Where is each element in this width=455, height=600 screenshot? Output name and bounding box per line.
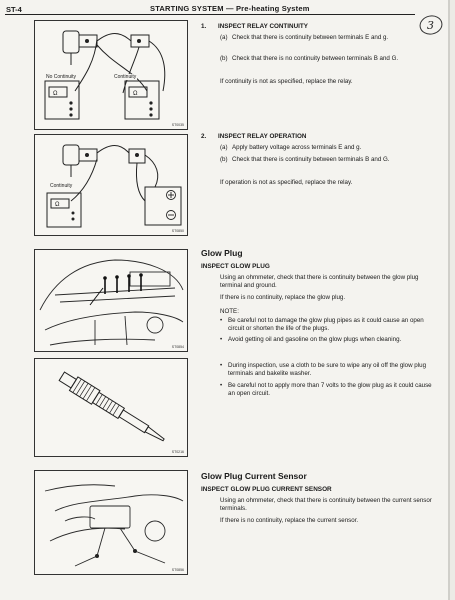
note-text: Be careful not to damage the glow plug pipes as it could cause an open circuit or shorten the life of the plugs. [228, 317, 424, 332]
bullet-icon: • [220, 336, 223, 343]
svg-text:3: 3 [427, 19, 434, 32]
bullet-icon: • [220, 382, 223, 389]
section2-heading: INSPECT RELAY OPERATION [218, 133, 307, 140]
figure-code: ST0216 [171, 450, 184, 454]
item-text: Apply battery voltage across terminals E and g. [232, 144, 362, 151]
item-text: Check that there is continuity between terminals B and G. [232, 156, 390, 163]
item-text: Check that there is continuity between terminals E and g. [232, 34, 389, 41]
handwritten-page-number [418, 14, 444, 36]
svg-text:Ω: Ω [55, 202, 60, 208]
note-text: Avoid getting oil and gasoline on the glow plugs when cleaning. [228, 336, 402, 343]
header-rule [5, 14, 415, 15]
glow-plug-para2: If there is no continuity, replace the glow plug. [220, 294, 346, 301]
note-item [220, 382, 435, 398]
glow-plug-engine-figure [34, 249, 188, 352]
section2-item-a [220, 144, 435, 152]
section2-item-b [220, 156, 435, 164]
figure-label: Continuity [114, 74, 137, 80]
current-sensor-para2: If there is no continuity, replace the current sensor. [220, 517, 359, 524]
note-label: NOTE: [220, 308, 239, 315]
glow-plug-title: Glow Plug [201, 248, 243, 258]
figure-code: ST0035 [171, 123, 184, 127]
item-label: (b) [220, 156, 228, 163]
figure-label: No Continuity [46, 74, 77, 80]
note-item [220, 317, 435, 333]
figure-code: ST0850 [171, 229, 184, 233]
section2-number: 2. [201, 133, 207, 140]
bullet-icon: • [220, 317, 223, 324]
note-item [220, 336, 435, 344]
section1-item-a [220, 34, 435, 42]
glow-plug-figure [34, 358, 188, 457]
section2-footer: If operation is not as specified, replace the relay. [220, 179, 353, 186]
section1-heading: INSPECT RELAY CONTINUITY [218, 23, 308, 30]
note-text: During inspection, use a cloth to be sure to wipe any oil off the glow plug terminals and bakelite washer. [228, 362, 427, 377]
relay-operation-figure [34, 134, 188, 236]
item-label: (b) [220, 55, 228, 62]
figure-label: Continuity [50, 183, 73, 189]
note-text: Be careful not to apply more than 7 volts to the glow plug as it could cause an open circuit. [228, 382, 432, 397]
note-item [220, 362, 435, 378]
item-text: Check that there is no continuity between terminals B and G. [232, 55, 399, 62]
current-sensor-title: Glow Plug Current Sensor [201, 471, 307, 481]
current-sensor-figure [34, 470, 188, 575]
current-sensor-para1: Using an ohmmeter, check that there is continuity between the current sensor terminals. [220, 497, 432, 512]
section1-footer: If continuity is not as specified, replace the relay. [220, 78, 353, 85]
svg-text:Ω: Ω [133, 91, 138, 97]
current-sensor-subheading: INSPECT GLOW PLUG CURRENT SENSOR [201, 486, 332, 493]
glow-plug-subheading: INSPECT GLOW PLUG [201, 263, 270, 270]
glow-plug-para1: Using an ohmmeter, check that there is continuity between the glow plug terminal and ground. [220, 274, 419, 289]
svg-text:Ω: Ω [53, 91, 58, 97]
item-label: (a) [220, 144, 228, 151]
section1-item-b [220, 55, 435, 63]
bullet-icon: • [220, 362, 223, 369]
page-id: ST-4 [6, 5, 22, 14]
relay-continuity-figure [34, 20, 188, 130]
section1-number: 1. [201, 23, 207, 30]
figure-code: ST0856 [171, 568, 184, 572]
page-title: STARTING SYSTEM — Pre-heating System [150, 4, 310, 13]
figure-code: ST0854 [171, 345, 184, 349]
item-label: (a) [220, 34, 228, 41]
